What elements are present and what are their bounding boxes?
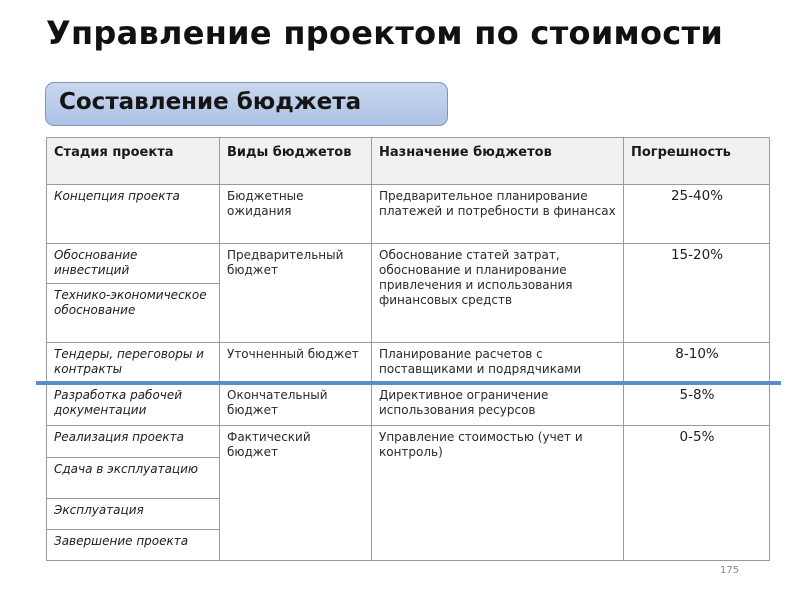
budget-kind-cell: Бюджетные ожидания — [220, 185, 372, 244]
slide-title: Управление проектом по стоимости — [46, 14, 724, 52]
budget-table — [46, 137, 770, 561]
budget-purpose-cell: Обоснование статей затрат, обоснование и планирование привлечения и использования финансовых средств — [372, 244, 624, 343]
subtitle-banner — [45, 82, 448, 126]
header-kind: Виды бюджетов — [220, 138, 372, 185]
budget-kind-cell: Предварительный бюджет — [220, 244, 372, 343]
stage-cell: Эксплуатация — [47, 499, 220, 530]
error-cell: 5-8% — [624, 384, 770, 426]
stage-cell: Технико-экономическое обоснование — [47, 284, 220, 343]
error-cell: 25-40% — [624, 185, 770, 244]
stage-cell: Реализация проекта — [47, 426, 220, 458]
page-number: 175 — [720, 565, 740, 576]
budget-kind-cell: Окончательный бюджет — [220, 384, 372, 426]
table-header-row — [47, 138, 770, 185]
error-cell: 8-10% — [624, 343, 770, 384]
table-row — [47, 384, 770, 426]
stage-cell: Разработка рабочей документации — [47, 384, 220, 426]
subtitle-text: Составление бюджета — [59, 89, 362, 115]
header-stage: Стадия проекта — [47, 138, 220, 185]
budget-purpose-cell: Управление стоимостью (учет и контроль) — [372, 426, 624, 561]
table-row — [47, 426, 770, 458]
horizontal-divider-line — [36, 381, 781, 385]
budget-kind-cell: Фактический бюджет — [220, 426, 372, 561]
budget-kind-cell: Уточненный бюджет — [220, 343, 372, 384]
header-error: Погрешность — [624, 138, 770, 185]
table-row — [47, 185, 770, 244]
stage-cell: Концепция проекта — [47, 185, 220, 244]
budget-purpose-cell: Планирование расчетов с поставщиками и подрядчиками — [372, 343, 624, 384]
error-cell: 15-20% — [624, 244, 770, 343]
stage-cell: Тендеры, переговоры и контракты — [47, 343, 220, 384]
table-row — [47, 244, 770, 284]
header-purpose: Назначение бюджетов — [372, 138, 624, 185]
stage-cell: Сдача в эксплуатацию — [47, 458, 220, 499]
stage-cell: Обоснование инвестиций — [47, 244, 220, 284]
stage-cell: Завершение проекта — [47, 530, 220, 561]
budget-purpose-cell: Предварительное планирование платежей и потребности в финансах — [372, 185, 624, 244]
error-cell: 0-5% — [624, 426, 770, 561]
table-row — [47, 343, 770, 384]
budget-purpose-cell: Директивное ограничение использования ресурсов — [372, 384, 624, 426]
